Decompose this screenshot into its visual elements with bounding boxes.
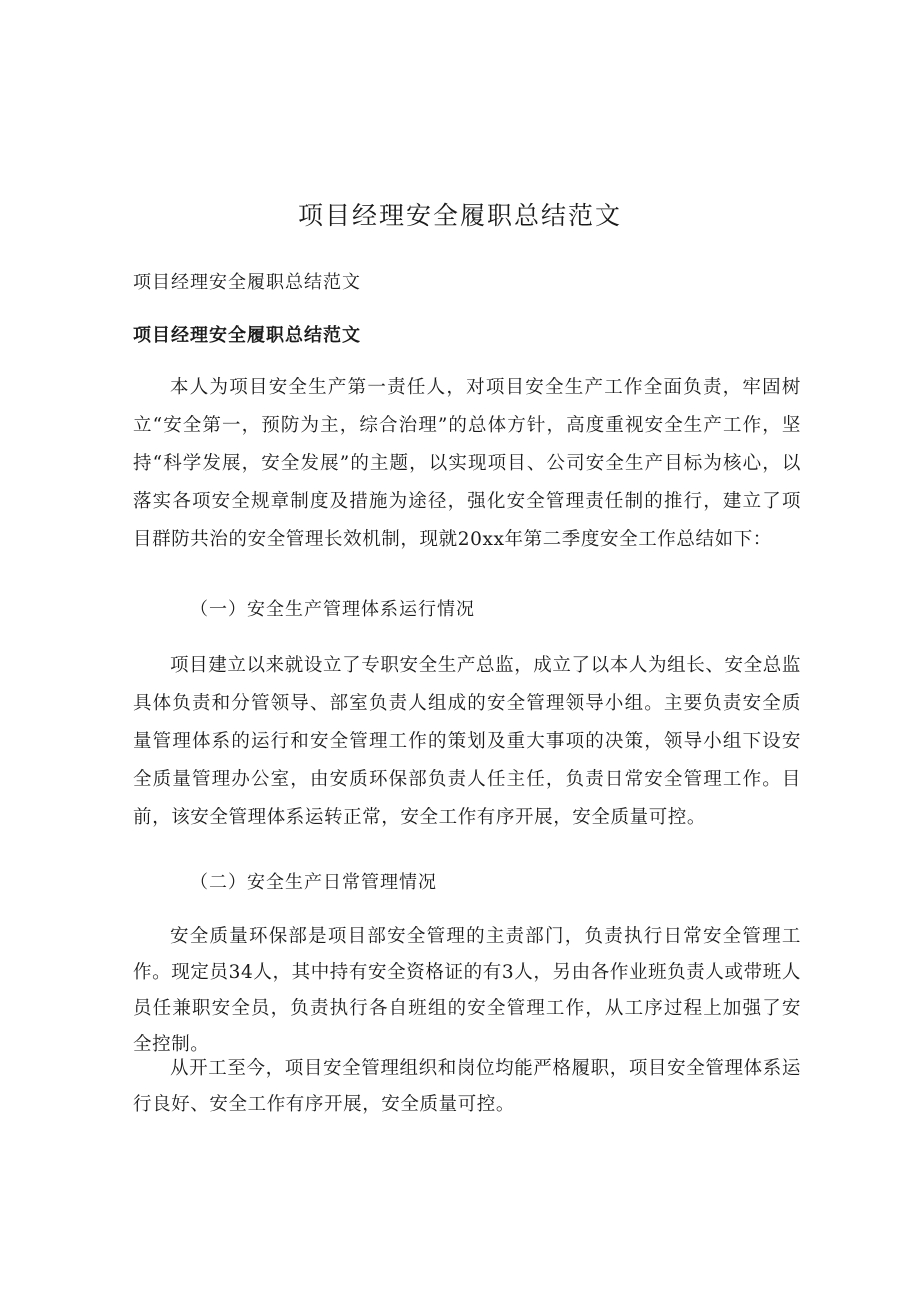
paragraph-daily-management: 安全质量环保部是项目部安全管理的主责部门，负责执行日常安全管理工作。现定员34人，其中持有安全资格证的有3人，另由各作业班负责人或带班人员任兼职安全员，负责执行各自班组的安全管理工作，从工序过程上加强了安全控制。 [133, 926, 801, 1055]
section-heading-1: （一）安全生产管理体系运行情况 [190, 599, 475, 620]
paragraph-conclusion: 从开工至今，项目安全管理组织和岗位均能严格履职，项目安全管理体系运行良好、安全工作有序开展，安全质量可控。 [133, 1058, 801, 1115]
paragraph-intro: 本人为项目安全生产第一责任人，对项目安全生产工作全面负责，牢固树立“安全第一，预防为主，综合治理”的总体方针，高度重视安全生产工作，坚持“科学发展，安全发展”的主题，以实现项目、公司安全生产目标为核心，以落实各项安全规章制度及措施为途径，强化安全管理责任制的推行，建立了项目群防共治的安全管理长效机制，现就20xx年第二季度安全工作总结如下： [133, 377, 801, 550]
section-heading-2: （二）安全生产日常管理情况 [190, 872, 437, 893]
document-subtitle: 项目经理安全履职总结范文 [133, 272, 361, 293]
paragraph-system-operation: 项目建立以来就设立了专职安全生产总监，成立了以本人为组长、安全总监具体负责和分管领导、部室负责人组成的安全管理领导小组。主要负责安全质量管理体系的运行和安全管理工作的策划及重大事项的决策，领导小组下设安全质量管理办公室，由安质环保部负责人任主任，负责日常安全管理工作。目前，该安全管理体系运转正常，安全工作有序开展，安全质量可控。 [133, 655, 801, 828]
document-title: 项目经理安全履职总结范文 [297, 201, 622, 230]
document-subtitle-bold: 项目经理安全履职总结范文 [133, 325, 361, 346]
